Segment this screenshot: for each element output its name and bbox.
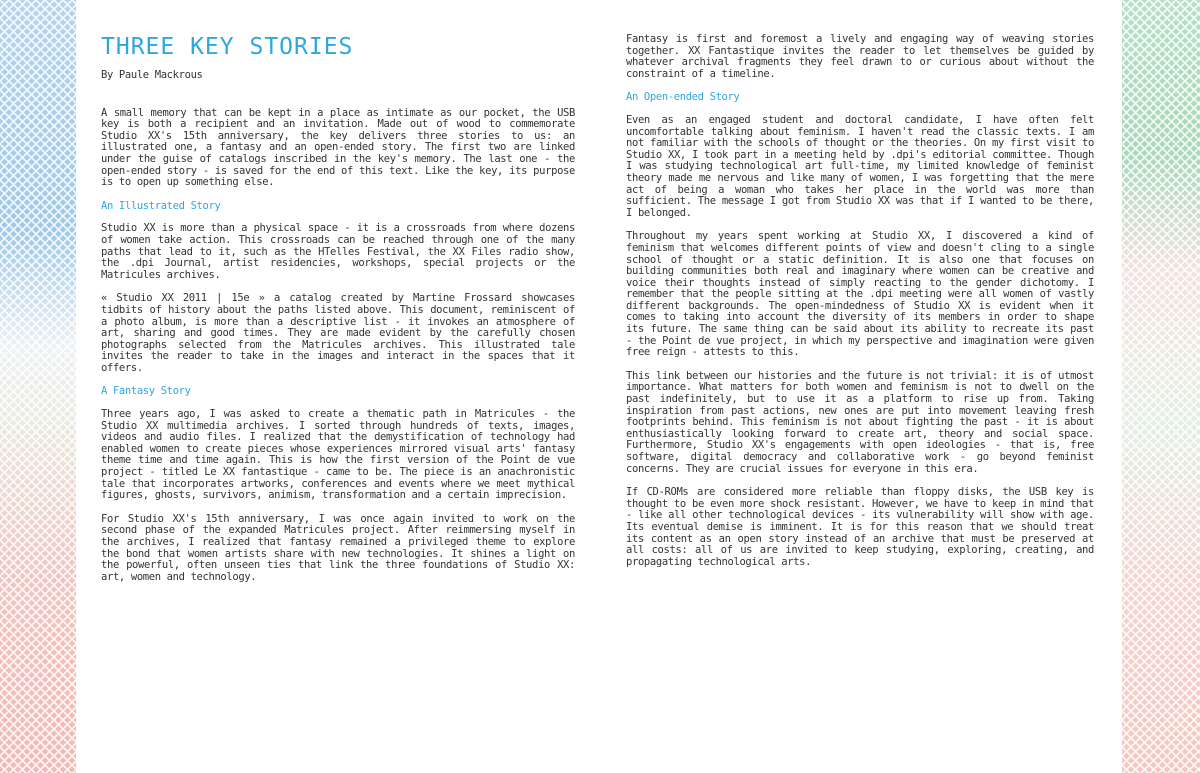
- paragraph: « Studio XX 2011 | 15e » a catalog created by Martine Frossard showcases tidbits of history about the paths listed above. This document, reminiscent of a photo album, is more than a descriptive list - it invokes an atmosphere of art, sharing and good times. They are made evident by the carefully chosen photographs selected from the Matricules archives. This illustrated tale invites the reader to take in the images and interact in the spaces that it offers.: [101, 292, 575, 374]
- paragraph: Even as an engaged student and doctoral candidate, I have often felt uncomfortable talking about feminism. I haven't read the classic texts. I am not familiar with the schools of thought or the theories. On my first visit to Studio XX, I took part in a meeting held by .dpi's editorial committee. Though I was studying technological art full-time, my limited knowledge of feminist theory made me nervous and like many of women, I was forgetting that the mere act of being a woman who takes her place in the world was more than sufficient. The message I got from Studio XX was that if I wanted to be there, I belonged.: [626, 113, 1094, 219]
- section-heading-open-ended: An Open-ended Story: [626, 91, 740, 104]
- paragraph: This link between our histories and the future is not trivial: it is of utmost importance. What matters for both women and feminism is not to dwell on the past indefinitely, but to use it as a platform to rise up from. Taking inspiration from past actions, new ones are put into movement leaving fresh footprints behind. This feminism is not about fighting the past - it is about enthusiastically looking forward to create art, theory and social space. Furthermore, Studio XX's engagements with open ideologies - that is, free software, digital democracy and collaborative work - go beyond feminist concerns. They are crucial issues for everyone in this era.: [626, 369, 1094, 475]
- intro-paragraph: A small memory that can be kept in a place as intimate as our pocket, the USB key is both a recipient and an invitation. Made out of wood to commemorate Studio XX's 15th anniversary, the key delivers three stories to us: an illustrated one, a fantasy and an open-ended story. The first two are linked under the guise of catalogs inscribed in the key's memory. The last one - the open-ended story - is saved for the end of this text. Like the key, its purpose is to open up something else.: [101, 106, 575, 189]
- paragraph: Fantasy is first and foremost a lively and engaging way of weaving stories together. XX Fantastique invites the reader to let themselves be guided by whatever archival fragments they feel drawn to or curious about without the constraint of a timeline.: [626, 33, 1094, 80]
- section-heading-illustrated: An Illustrated Story: [101, 199, 221, 212]
- paragraph: Three years ago, I was asked to create a thematic path in Matricules - the Studio XX multimedia archives. I sorted through hundreds of texts, images, videos and audio files. I realized that the demystification of technology had enabled women to create pieces whose experiences mirrored visual arts' fantasy theme time and time again. This is how the first version of the Point de vue project - titled Le XX fantastique - came to be. The piece is an anachronistic tale that incorporates artworks, conferences and events where we meet mythical figures, ghosts, survivors, animism, transformation and a certain imprecision.: [101, 408, 575, 502]
- byline: By Paule Mackrous: [101, 69, 203, 81]
- paragraph: For Studio XX's 15th anniversary, I was once again invited to work on the second phase of the expanded Matricules project. After reimmersing myself in the archives, I realized that fantasy remained a privileged theme to explore the bond that women artists share with new technologies. It shines a light on the powerful, often unseen ties that link the three foundations of Studio XX: art, women and technology.: [101, 512, 575, 583]
- cross-stitch-pattern-right: [1122, 0, 1200, 773]
- article-title: THREE KEY STORIES: [101, 34, 354, 60]
- document-page: [76, 0, 1122, 773]
- section-heading-fantasy: A Fantasy Story: [101, 385, 191, 398]
- left-column: [101, 34, 575, 595]
- paragraph: If CD-ROMs are considered more reliable than floppy disks, the USB key is thought to be even more shock resistant. However, we have to keep in mind that - like all other technological devices - its vulnerability will show with age. Its eventual demise is imminent. It is for this reason that we should treat its content as an open story instead of an archive that must be preserved at all costs: all of us are invited to keep studying, exploring, creating, and propagating technological arts.: [626, 486, 1094, 568]
- paragraph: Throughout my years spent working at Studio XX, I discovered a kind of feminism that welcomes different points of view and doesn't cling to a single school of thought or a static definition. It is also one that focuses on building communities both real and imaginary where women can be creative and voice their thoughts instead of simply reacting to the gender dichotomy. I remember that the people sitting at the .dpi meeting were all women of vastly different backgrounds. The open-mindedness of Studio XX is evident when it comes to taking into account the diversity of its members in order to shape its future. The same thing can be said about its ability to recreate its past - the Point de vue project, in which my perspective and imagination were given free reign - attests to this.: [626, 230, 1094, 359]
- paragraph: Studio XX is more than a physical space - it is a crossroads from where dozens of women take action. This crossroads can be reached through one of the many paths that lead to it, such as the HTelles Festival, the XX Files radio show, the .dpi Journal, artist residencies, workshops, special projects or the Matricules archives.: [101, 222, 575, 281]
- cross-stitch-pattern-left: [0, 0, 76, 773]
- right-column: [626, 34, 1094, 580]
- decorative-right-border: [1122, 0, 1200, 773]
- decorative-left-border: [0, 0, 76, 773]
